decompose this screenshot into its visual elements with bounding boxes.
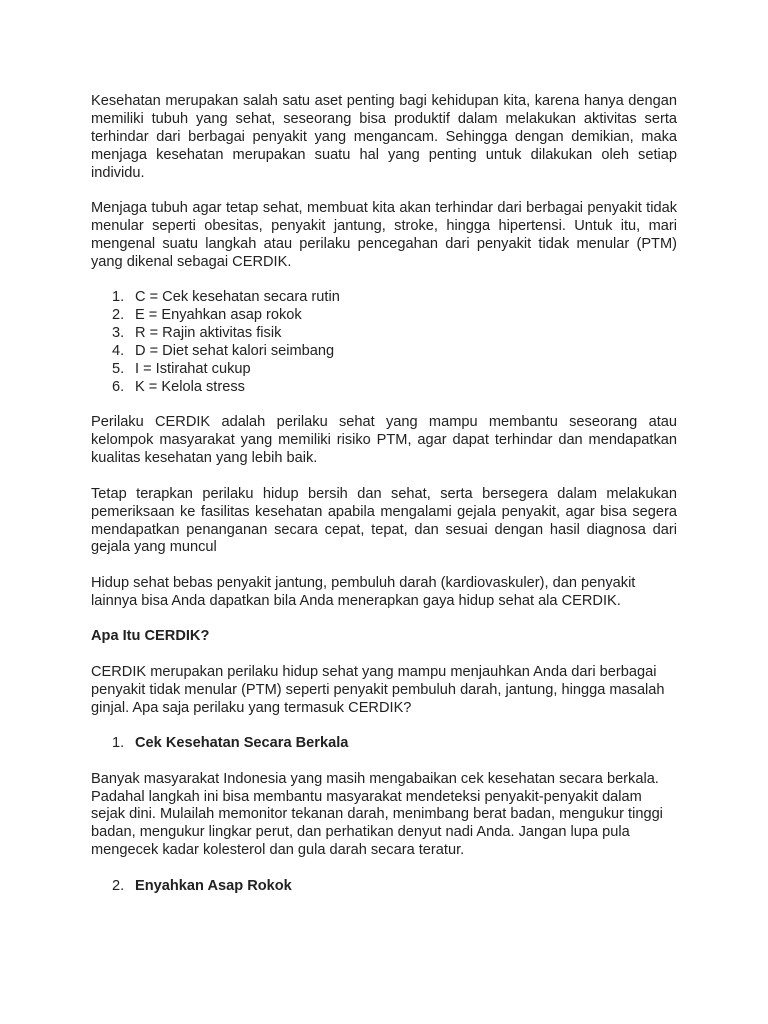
list-text: C = Cek kesehatan secara rutin bbox=[135, 289, 340, 306]
list-item bbox=[91, 289, 677, 307]
list-number: 1. bbox=[112, 289, 125, 306]
list-text: K = Kelola stress bbox=[135, 378, 245, 395]
paragraph-sub1: Banyak masyarakat Indonesia yang masih mengabaikan cek kesehatan secara berkala. Padahal langkah ini bisa membantu masyarakat mendeteksi penyakit-penyakit dalam sejak dini. Mulailah memonitor tekanan darah, menimbang berat badan, mengukur tinggi badan, mengukur lingkar perut, dan perhatikan denyut nadi Anda. Jangan lupa pula mengecek kadar kolesterol dan gula darah secara teratur. bbox=[91, 770, 663, 859]
list-item bbox=[91, 307, 677, 325]
subheading-title: Enyahkan Asap Rokok bbox=[135, 877, 292, 894]
subheading-2 bbox=[91, 878, 677, 896]
subheading-number: 1. bbox=[112, 735, 125, 752]
paragraph-intro-1: Kesehatan merupakan salah satu aset penting bagi kehidupan kita, karena hanya dengan memiliki tubuh yang sehat, seseorang bisa produktif dalam melakukan aktivitas serta terhindar dari berbagai penyakit yang mengancam. Sehingga dengan demikian, maka menjaga kesehatan merupakan suatu hal yang penting untuk dilakukan oleh setiap individu. bbox=[91, 93, 677, 181]
subheading-number: 2. bbox=[112, 877, 125, 894]
paragraph-after-heading: CERDIK merupakan perilaku hidup sehat yang mampu menjauhkan Anda dari berbagai penyakit tidak menular (PTM) seperti penyakit pembuluh darah, jantung, hingga masalah ginjal. Apa saja perilaku yang termasuk CERDIK? bbox=[91, 663, 665, 716]
paragraph-middle-1: Perilaku CERDIK adalah perilaku sehat yang mampu membantu seseorang atau kelompok masyarakat yang memiliki risiko PTM, agar dapat terhindar dan mendapatkan kualitas kesehatan yang lebih baik. bbox=[91, 414, 677, 467]
list-text: D = Diet sehat kalori seimbang bbox=[135, 343, 335, 360]
list-item bbox=[91, 325, 677, 343]
cerdik-list bbox=[91, 289, 677, 396]
list-number: 5. bbox=[112, 360, 125, 377]
paragraph-intro-2: Menjaga tubuh agar tetap sehat, membuat kita akan terhindar dari berbagai penyakit tidak menular seperti obesitas, penyakit jantung, stroke, hingga hipertensi. Untuk itu, mari mengenal suatu langkah atau perilaku pencegahan dari penyakit tidak menular (PTM) yang dikenal sebagai CERDIK. bbox=[91, 200, 677, 270]
list-item bbox=[91, 361, 677, 379]
list-text: E = Enyahkan asap rokok bbox=[135, 307, 302, 324]
section-heading: Apa Itu CERDIK? bbox=[91, 628, 210, 645]
list-number: 6. bbox=[112, 378, 125, 395]
list-number: 4. bbox=[112, 343, 125, 360]
list-number: 2. bbox=[112, 307, 125, 324]
list-number: 3. bbox=[112, 325, 125, 342]
list-text: I = Istirahat cukup bbox=[135, 360, 251, 377]
subheading-1 bbox=[91, 735, 677, 753]
paragraph-middle-3: Hidup sehat bebas penyakit jantung, pembuluh darah (kardiovaskuler), dan penyakit lainnya bisa Anda dapatkan bila Anda menerapkan gaya hidup sehat ala CERDIK. bbox=[91, 574, 636, 609]
subheading-title: Cek Kesehatan Secara Berkala bbox=[135, 735, 349, 752]
paragraph-middle-2: Tetap terapkan perilaku hidup bersih dan sehat, serta bersegera dalam melakukan pemeriksaan ke fasilitas kesehatan apabila mengalami gejala penyakit, agar bisa segera mendapatkan penanganan secara cepat, tepat, dan sesuai dengan hasil diagnosa dari gejala yang muncul bbox=[91, 485, 677, 556]
list-item bbox=[91, 343, 677, 361]
list-item bbox=[91, 379, 677, 397]
list-text: R = Rajin aktivitas fisik bbox=[135, 325, 282, 342]
document-body bbox=[91, 93, 677, 896]
